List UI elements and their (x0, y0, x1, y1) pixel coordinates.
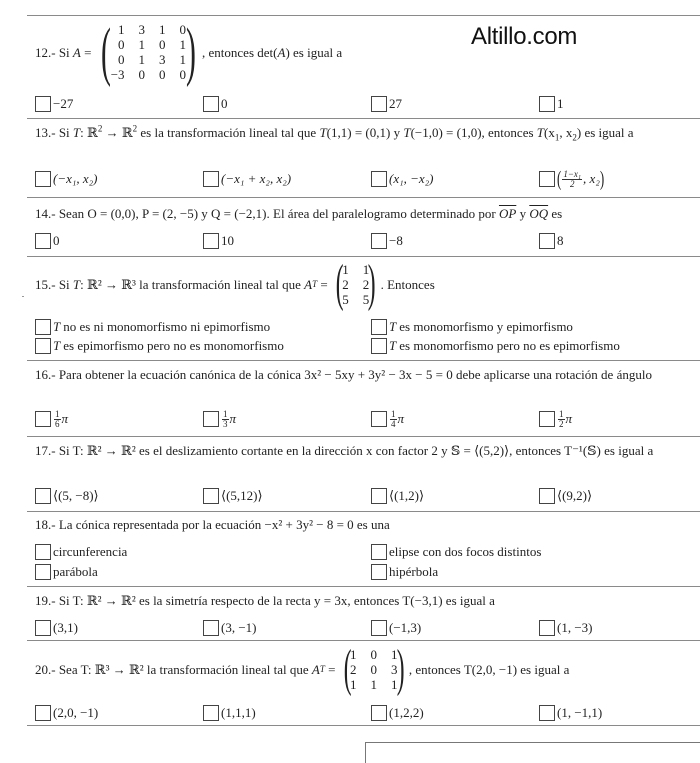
q13-text: (x (544, 125, 555, 140)
matrix-cell: 0 (138, 67, 146, 82)
checkbox[interactable] (371, 411, 387, 427)
matrix-cell: 1 (362, 261, 370, 277)
option-label: (3, −1) (221, 620, 257, 635)
q17-text: 17.- Si T: ℝ² → ℝ² es el deslizamiento cortante en la dirección x con factor 2 y 𝕊 = ⟨(5,2)⟩, entonces T⁻¹(𝕊) es igual a (35, 443, 654, 458)
option-q18-b[interactable] (371, 543, 541, 561)
option-q17-d[interactable] (539, 487, 592, 505)
pi-symbol: π (229, 411, 237, 426)
option-q20-d[interactable] (539, 704, 602, 722)
checkbox[interactable] (35, 488, 51, 504)
q13-text: es la transformación lineal tal que (137, 125, 320, 140)
option-label: −27 (53, 96, 74, 111)
checkbox[interactable] (371, 171, 387, 187)
matrix-cell: 0 (179, 67, 187, 82)
option-q17-c[interactable] (371, 487, 424, 505)
q13-T: T (72, 125, 81, 140)
option-label: 8 (557, 233, 564, 248)
option-label: (x₁, −x₂) (389, 171, 434, 186)
divider (27, 118, 700, 119)
divider (27, 586, 700, 587)
q15-text: 15.- Si (35, 276, 73, 292)
option-q19-a[interactable] (35, 619, 78, 637)
option-q12-c[interactable] (371, 95, 402, 113)
checkbox[interactable] (203, 488, 219, 504)
divider (27, 640, 700, 641)
option-label: hipérbola (389, 564, 439, 579)
q12-suffix-var: A (277, 44, 286, 60)
q16-text: 16.- Para obtener la ecuación canónica de la cónica 3x² − 5xy + 3y² − 3x − 5 = 0 debe aplicarse una rotación de ángulo (35, 367, 652, 382)
checkbox[interactable] (539, 96, 555, 112)
q14-text: 14.- Sean O = (0,0), P = (2, −5) y Q = (−2,1). El área del paralelogramo determinado por (35, 206, 499, 221)
checkbox[interactable] (203, 705, 219, 721)
checkbox[interactable] (203, 233, 219, 249)
option-label: ⟨(5, −8)⟩ (53, 488, 99, 503)
matrix-cell: 1 (391, 676, 398, 692)
checkbox[interactable] (203, 620, 219, 636)
option-q14-c[interactable] (371, 232, 403, 250)
option-q13-b[interactable] (203, 170, 291, 188)
matrix-cell: 1 (159, 22, 166, 37)
option-q12-a[interactable] (35, 95, 73, 113)
option-label: 10 (221, 233, 234, 248)
matrix-cell: 1 (179, 37, 187, 52)
q12-eq: = (80, 44, 95, 60)
pi-symbol: π (61, 411, 69, 426)
matrix-cell: 1 (350, 676, 357, 692)
option-q14-a[interactable] (35, 232, 60, 250)
option-label: (−x₁ + x₂, x₂) (221, 171, 292, 186)
q20-text: , entonces T(2,0, −1) es igual a (408, 661, 570, 677)
checkbox[interactable] (35, 564, 51, 580)
option-label: (1, −1,1) (557, 705, 603, 720)
matrix-cell: 0 (159, 37, 166, 52)
option-q13-d[interactable]: ( $\frac{\text{1−x₁}}{2}$ , x₂ ) (539, 170, 604, 188)
option-label: es epimorfismo pero no es monomorfismo (63, 338, 284, 353)
checkbox[interactable] (539, 411, 555, 427)
matrix-cell: 2 (362, 276, 370, 292)
divider (27, 436, 700, 437)
option-q18-d[interactable] (371, 563, 438, 581)
q13-text: (−1,0) = (1,0), entonces (410, 125, 537, 140)
q14-text: es (548, 206, 563, 221)
matrix-cell: 1 (138, 52, 146, 67)
option-label: circunferencia (53, 544, 128, 559)
matrix-cell: 0 (159, 67, 166, 82)
option-q14-d[interactable] (539, 232, 564, 250)
option-label: (−x₁, x₂) (53, 171, 98, 186)
option-q18-a[interactable] (35, 543, 127, 561)
q12-var: A (72, 44, 81, 60)
question-18 (35, 516, 692, 533)
checkbox[interactable] (371, 620, 387, 636)
checkbox[interactable] (35, 171, 51, 187)
pi-symbol: π (565, 411, 573, 426)
option-label: (1, −3) (557, 620, 593, 635)
option-q17-b[interactable] (203, 487, 263, 505)
option-label: (3,1) (53, 620, 78, 635)
matrix-cell: 0 (370, 646, 378, 662)
option-label: 1 (557, 96, 564, 111)
checkbox[interactable] (371, 488, 387, 504)
option-label: ⟨(1,2)⟩ (389, 488, 425, 503)
option-label: −8 (389, 233, 403, 248)
vector-oq: $\overline{OQ}$ (529, 206, 549, 221)
option-q16-d[interactable]: $\frac{1}{2}$ π (539, 410, 572, 428)
matrix-cell: 2 (350, 661, 357, 677)
q20-var: A (311, 661, 320, 677)
option-q20-a[interactable] (35, 704, 98, 722)
question-15: 15.- Si T : ℝ² → ℝ³ la transformación lineal tal que A T = ( 1 1 2 2 5 5 ) . Entonces (35, 255, 435, 312)
q13-text: ) es igual a (576, 125, 634, 140)
q15-eq: = (317, 276, 331, 292)
option-label: parábola (53, 564, 98, 579)
checkbox[interactable] (35, 411, 51, 427)
option-q20-b[interactable] (203, 704, 256, 722)
option-q12-d[interactable] (539, 95, 564, 113)
q13-text: , x (559, 125, 573, 140)
matrix-cell: 1 (370, 676, 378, 692)
checkbox[interactable] (371, 319, 387, 335)
divider (27, 360, 700, 361)
option-label: es monomorfismo pero no es epimorfismo (399, 338, 620, 353)
matrix-cell: 1 (138, 37, 146, 52)
question-12 (35, 15, 692, 88)
matrix-cell: 1 (179, 52, 187, 67)
q12-suffix-end: ) es igual a (285, 44, 343, 60)
checkbox[interactable] (35, 705, 51, 721)
q13-text: → ℝ (102, 125, 133, 140)
matrix-cell: 0 (370, 661, 378, 677)
option-label: (2,0, −1) (53, 705, 99, 720)
matrix-cell: 3 (159, 52, 166, 67)
option-q16-a[interactable]: $\frac{1}{6}$ π (35, 410, 68, 428)
matrix-cell: 2 (342, 276, 349, 292)
q15-var: A (304, 276, 313, 292)
checkbox[interactable] (371, 96, 387, 112)
option-label: (1,1,1) (221, 705, 256, 720)
matrix-cell: 1 (350, 646, 357, 662)
q13-text: (1,1) = (0,1) y (326, 125, 404, 140)
q20-text: 20.- Sea T: ℝ³ → ℝ² la transformación lineal tal que (35, 661, 312, 677)
q13-text: 13.- Si (35, 125, 73, 140)
matrix-cell: 1 (342, 261, 349, 277)
q13-text: : ℝ (80, 125, 98, 140)
option-q15-c[interactable]: T es epimorfismo pero no es monomorfismo (35, 337, 284, 355)
checkbox[interactable] (203, 411, 219, 427)
matrix-cell: 1 (118, 22, 125, 37)
option-label: , x₂ (583, 171, 600, 186)
option-label: 0 (53, 233, 60, 248)
pi-symbol: π (397, 411, 405, 426)
checkbox[interactable] (35, 319, 51, 335)
q15-matrix: ( 1 1 2 2 5 5 ) (335, 255, 376, 312)
matrix-cell: −3 (110, 67, 125, 82)
checkbox[interactable] (371, 544, 387, 560)
q12-matrix: ( 1 3 1 0 0 1 0 1 0 1 3 1 −3 0 0 0 ) (100, 15, 196, 88)
option-label: ⟨(5,12)⟩ (221, 488, 263, 503)
option-label: (−1,3) (389, 620, 422, 635)
checkbox[interactable] (371, 233, 387, 249)
matrix-cell: 0 (118, 52, 125, 67)
checkbox[interactable] (539, 705, 555, 721)
answer-box (365, 742, 700, 763)
checkbox[interactable] (35, 544, 51, 560)
question-19 (35, 592, 692, 609)
matrix-cell: 1 (391, 646, 398, 662)
option-label: 27 (389, 96, 402, 111)
checkbox[interactable] (203, 171, 219, 187)
watermark-logo: Altillo.com (471, 23, 578, 50)
vector-op: $\overline{OP}$ (498, 206, 517, 221)
matrix-cell: 5 (342, 291, 349, 307)
option-label: no es ni monomorfismo ni epimorfismo (63, 319, 271, 334)
option-q13-c[interactable] (371, 170, 434, 188)
divider (27, 725, 700, 726)
question-20: 20.- Sea T: ℝ³ → ℝ² la transformación lineal tal que A T = ( 1 0 1 2 0 3 1 1 1 ) , entonces T(2,0, −1) es igual a (35, 640, 570, 697)
question-16 (35, 366, 660, 383)
option-q12-b[interactable] (203, 95, 228, 113)
option-q14-b[interactable] (203, 232, 234, 250)
option-q19-d[interactable] (539, 619, 593, 637)
checkbox[interactable] (203, 96, 219, 112)
matrix-cell: 3 (391, 661, 398, 677)
question-17 (35, 442, 692, 459)
checkbox[interactable] (371, 705, 387, 721)
option-label: ⟨(9,2)⟩ (557, 488, 593, 503)
option-q18-c[interactable] (35, 563, 98, 581)
scan-mark (22, 296, 24, 297)
checkbox[interactable] (371, 564, 387, 580)
matrix-cell: 0 (179, 22, 187, 37)
matrix-cell: 0 (118, 37, 125, 52)
q15-text: : ℝ² → ℝ³ la transformación lineal tal que (80, 276, 305, 292)
matrix-cell: 3 (138, 22, 146, 37)
option-q19-b[interactable] (203, 619, 257, 637)
q15-text: . Entonces (380, 276, 435, 292)
checkbox[interactable] (539, 620, 555, 636)
option-q19-c[interactable] (371, 619, 421, 637)
option-q15-a[interactable]: T no es ni monomorfismo ni epimorfismo (35, 318, 270, 336)
q12-suffix: , entonces det( (202, 44, 278, 60)
divider (27, 256, 700, 257)
divider (27, 15, 700, 16)
option-q17-a[interactable] (35, 487, 99, 505)
option-q16-b[interactable]: $\frac{1}{3}$ π (203, 410, 236, 428)
q12-prefix: 12.- Si (35, 44, 73, 60)
checkbox[interactable] (35, 96, 51, 112)
option-q15-d[interactable]: T es monomorfismo pero no es epimorfismo (371, 337, 620, 355)
option-label: 0 (221, 96, 228, 111)
option-label: (1,2,2) (389, 705, 424, 720)
option-q13-a[interactable] (35, 170, 98, 188)
divider (27, 197, 700, 198)
checkbox[interactable] (371, 338, 387, 354)
q18-text: 18.- La cónica representada por la ecuación −x² + 3y² − 8 = 0 es una (35, 517, 390, 532)
option-q15-b[interactable]: T es monomorfismo y epimorfismo (371, 318, 573, 336)
q20-eq: = (324, 661, 339, 677)
checkbox[interactable] (35, 233, 51, 249)
q14-text: y (516, 206, 530, 221)
question-14 (35, 205, 692, 222)
option-label: es monomorfismo y epimorfismo (399, 319, 573, 334)
q20-matrix: ( 1 0 1 2 0 3 1 1 1 ) (343, 640, 405, 697)
matrix-cell: 5 (362, 291, 370, 307)
divider (27, 511, 700, 512)
checkbox[interactable] (35, 338, 51, 354)
option-label: elipse con dos focos distintos (389, 544, 542, 559)
option-q20-c[interactable] (371, 704, 424, 722)
q19-text: 19.- Si T: ℝ² → ℝ² es la simetría respecto de la recta y = 3x, entonces T(−3,1) es igual a (35, 593, 495, 608)
checkbox[interactable] (539, 488, 555, 504)
question-13: 13.- Si T: ℝ$^2$ → ℝ$^2$ es la transformación lineal tal que T(1,1) = (0,1) y T(−1,0) = (1,0), entonces $T(x_1$, $x_2$) es igual a (35, 123, 634, 143)
checkbox[interactable] (539, 233, 555, 249)
option-q16-c[interactable]: $\frac{1}{4}$ π (371, 410, 404, 428)
fraction: $\frac{\text{1−x₁}}{2}$ (563, 168, 582, 189)
checkbox[interactable] (539, 171, 555, 187)
checkbox[interactable] (35, 620, 51, 636)
